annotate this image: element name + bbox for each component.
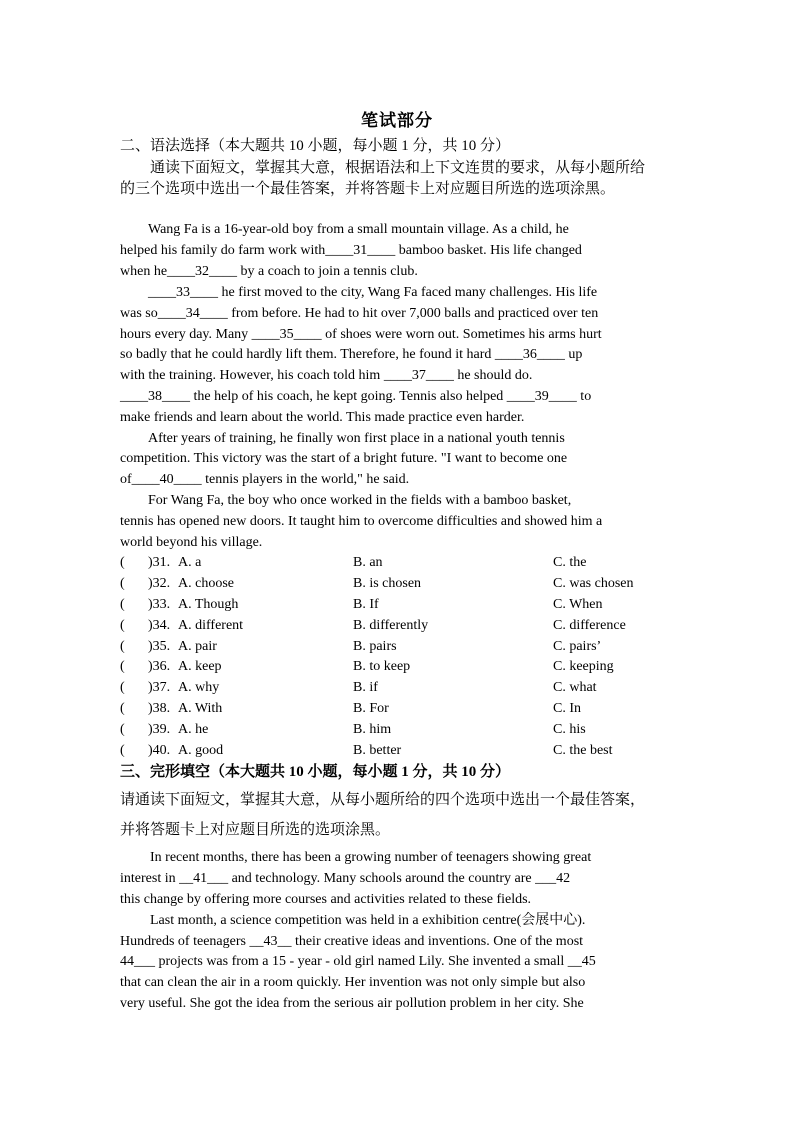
question-row	[120, 678, 674, 698]
option-a: A. keep	[178, 659, 222, 674]
passage-line: helped his family do farm work with____31____ bamboo basket. His life changed	[120, 243, 582, 258]
question-row	[120, 574, 674, 594]
option-b: B. is chosen	[353, 576, 422, 591]
passage-line: make friends and learn about the world. This made practice even harder.	[120, 410, 525, 425]
question-number: )38.	[148, 701, 171, 716]
passage-line: ____33____ he first moved to the city, Wang Fa faced many challenges. His life	[148, 285, 598, 300]
answer-paren[interactable]: (	[120, 680, 125, 695]
passage-line: world beyond his village.	[120, 535, 263, 550]
section3-heading: 三、完形填空（本大题共 10 小题，每小题 1 分，共 10 分）	[120, 764, 511, 780]
question-row	[120, 616, 674, 636]
option-b: B. For	[353, 701, 389, 716]
passage-line: For Wang Fa, the boy who once worked in the fields with a bamboo basket,	[148, 493, 572, 508]
passage-line: Wang Fa is a 16-year-old boy from a small mountain village. As a child, he	[148, 222, 569, 237]
option-b: B. to keep	[353, 659, 411, 674]
section3-instruction-line-1: 请通读下面短文，掌握其大意，从每小题所给的四个选项中选出一个最佳答案，	[120, 792, 646, 808]
passage-line: was so____34____ from before. He had to hit over 7,000 balls and practiced over ten	[120, 306, 599, 321]
option-b: B. if	[353, 680, 378, 695]
option-a: A. choose	[178, 576, 234, 591]
passage-line: ____38____ the help of his coach, he kept going. Tennis also helped ____39____ to	[120, 389, 592, 404]
passage-line: hours every day. Many ____35____ of shoes were worn out. Sometimes his arms hurt	[120, 327, 602, 342]
option-c: C. When	[553, 597, 603, 612]
passage-line: competition. This victory was the start of a bright future. "I want to become one	[120, 451, 568, 466]
option-c: C. what	[553, 680, 597, 695]
option-a: A. why	[178, 680, 220, 695]
passage-line: this change by offering more courses and activities related to these fields.	[120, 892, 532, 907]
passage-line: interest in __41___ and technology. Many schools around the country are ___42	[120, 871, 571, 886]
answer-paren[interactable]: (	[120, 659, 125, 674]
option-b: B. differently	[353, 618, 429, 633]
passage-line: that can clean the air in a room quickly. Her invention was not only simple but also	[120, 975, 586, 990]
question-number: )40.	[148, 743, 171, 758]
option-b: B. better	[353, 743, 402, 758]
answer-paren[interactable]: (	[120, 743, 125, 758]
question-row	[120, 637, 674, 657]
option-c: C. was chosen	[553, 576, 634, 591]
question-row	[120, 657, 674, 677]
question-row	[120, 595, 674, 615]
question-row	[120, 741, 674, 761]
question-number: )39.	[148, 722, 171, 737]
option-c: C. pairs’	[553, 639, 602, 654]
question-row	[120, 553, 674, 573]
option-b: B. If	[353, 597, 379, 612]
question-number: )36.	[148, 659, 171, 674]
passage-line: of____40____ tennis players in the world," he said.	[120, 472, 410, 487]
answer-paren[interactable]: (	[120, 555, 125, 570]
option-b: B. an	[353, 555, 383, 570]
question-number: )34.	[148, 618, 171, 633]
option-c: C. his	[553, 722, 586, 737]
passage-line: so badly that he could hardly lift them. Therefore, he found it hard ____36____ up	[120, 347, 583, 362]
passage-line: very useful. She got the idea from the serious air pollution problem in her city. She	[120, 996, 584, 1011]
section3-instruction-line-2: 并将答题卡上对应题目所选的选项涂黑。	[120, 822, 391, 838]
passage-line: Last month, a science competition was held in a exhibition centre(会展中心).	[150, 913, 586, 928]
question-number: )33.	[148, 597, 171, 612]
option-b: B. pairs	[353, 639, 397, 654]
question-number: )35.	[148, 639, 171, 654]
question-number: )32.	[148, 576, 171, 591]
option-a: A. different	[178, 618, 244, 633]
option-a: A. good	[178, 743, 224, 758]
question-row	[120, 699, 674, 719]
passage-line: Hundreds of teenagers __43__ their creative ideas and inventions. One of the most	[120, 934, 584, 949]
option-a: A. With	[178, 701, 223, 716]
option-a: A. a	[178, 555, 202, 570]
passage-line: with the training. However, his coach told him ____37____ he should do.	[120, 368, 533, 383]
answer-paren[interactable]: (	[120, 576, 125, 591]
passage-line: After years of training, he finally won first place in a national youth tennis	[148, 431, 565, 446]
option-c: C. In	[553, 701, 581, 716]
answer-paren[interactable]: (	[120, 722, 125, 737]
answer-paren[interactable]: (	[120, 701, 125, 716]
passage-line: tennis has opened new doors. It taught him to overcome difficulties and showed him a	[120, 514, 603, 529]
question-number: )37.	[148, 680, 171, 695]
section2-instruction-line-1: 通读下面短文，掌握其大意，根据语法和上下文连贯的要求，从每小题所给	[150, 160, 646, 176]
answer-paren[interactable]: (	[120, 618, 125, 633]
passage-line: 44___ projects was from a 15 - year - old girl named Lily. She invented a small __45	[120, 954, 596, 969]
question-number: )31.	[148, 555, 171, 570]
answer-paren[interactable]: (	[120, 639, 125, 654]
answer-paren[interactable]: (	[120, 597, 125, 612]
option-c: C. the best	[553, 743, 613, 758]
option-b: B. him	[353, 722, 392, 737]
option-c: C. difference	[553, 618, 626, 633]
section2-instruction-line-2: 的三个选项中选出一个最佳答案，并将答题卡上对应题目所选的选项涂黑。	[120, 181, 616, 197]
section2-heading: 二、语法选择（本大题共 10 小题，每小题 1 分，共 10 分）	[120, 138, 511, 154]
passage-line: In recent months, there has been a growing number of teenagers showing great	[150, 850, 592, 865]
option-a: A. he	[178, 722, 209, 737]
option-a: A. Though	[178, 597, 239, 612]
option-c: C. keeping	[553, 659, 614, 674]
passage-line: when he____32____ by a coach to join a tennis club.	[120, 264, 418, 279]
option-a: A. pair	[178, 639, 217, 654]
question-row	[120, 720, 674, 740]
page-title: 笔试部分	[361, 111, 433, 130]
option-c: C. the	[553, 555, 587, 570]
